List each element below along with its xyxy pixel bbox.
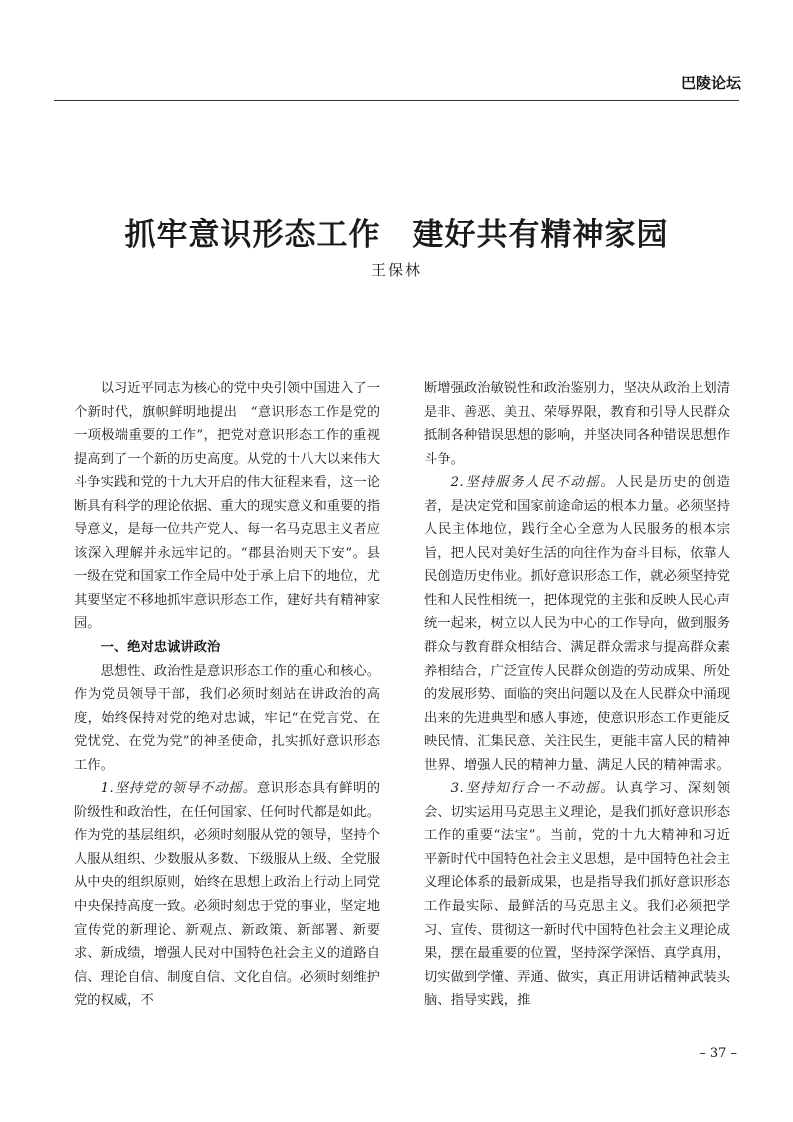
left-column <box>74 377 380 1013</box>
right-column <box>424 377 730 1013</box>
page-number: – 37 – <box>699 1046 737 1061</box>
section-intro-paragraph: 思想性、政治性是意识形态工作的重心和核心。作为党员领导干部，我们必须时刻站在讲政治的高度，始终保持对党的绝对忠诚，牢记“在党言党、在党忧党、在党为党”的神圣使命，扎实抓好意识形态工作。 <box>74 663 380 773</box>
intro-paragraph: 以习近平同志为核心的党中央引领中国进入了一个新时代，旗帜鲜明地提出 “意识形态工作是党的一项极端重要的工作”，把党对意识形态工作的重视提高到了一个新的历史高度。从党的十八大以来伟大斗争实践和党的十九大开启的伟大征程来看，这一论断具有科学的理论依据、重大的现实意义和重要的指导意义，是每一位共产党人、每一名马克思主义者应该深入理解并永远牢记的。“郡县治则天下安”。县一级在党和国家工作全局中处于承上启下的地位，尤其要坚定不移地抓牢意识形态工作，建好共有精神家园。 <box>74 381 380 632</box>
article-title: 抓牢意识形态工作 建好共有精神家园 <box>124 216 669 253</box>
point3-paragraph <box>424 777 730 1012</box>
point3-text: 认真学习、深刻领会、切实运用马克思主义理论，是我们抓好意识形态工作的重要“法宝”。当前，党的十九大精神和习近平新时代中国特色社会主义思想，是中国特色社会主义理论体系的最新成果，也是指导我们抓好意识形态工作最实际、最鲜活的马克思主义。我们必须把学习、宣传、贯彻这一新时代中国特色社会主义理论成果，摆在最重要的位置，坚持深学深悟、真学真用，切实做到学懂、弄通、做实，真正用讲话精神武装头脑、指导实践，推 <box>424 781 730 1009</box>
point1-paragraph <box>74 777 380 1012</box>
point3-lead: 3.坚持知行合一不动摇。 <box>450 781 616 797</box>
point2-lead: 2.坚持服务人民不动摇。 <box>450 475 616 491</box>
point1-text: 意识形态具有鲜明的阶级性和政治性，在任何国家、任何时代都是如此。作为党的基层组织，必须时刻服从党的领导，坚持个人服从组织、少数服从多数、下级服从上级、全党服从中央的组织原则，始终在思想上政治上行动上同党中央保持高度一致。必须时刻忠于党的事业，坚定地宣传党的新理论、新观点、新政策、新部署、新要求、新成绩，增强人民对中国特色社会主义的道路自信、理论自信、制度自信、文化自信。必须时刻维护党的权威，不 <box>74 781 381 1009</box>
journal-name: 巴陵论坛 <box>680 74 741 92</box>
point2-paragraph <box>424 471 730 777</box>
section-heading: 一、绝对忠诚讲政治 <box>100 640 221 656</box>
header-divider <box>54 100 739 101</box>
point1-lead: 1.坚持党的领导不动摇。 <box>100 781 257 797</box>
article-author: 王保林 <box>370 261 422 279</box>
point2-text: 人民是历史的创造者，是决定党和国家前途命运的根本力量。必须坚持人民主体地位，践行全心全意为人民服务的根本宗旨，把人民对美好生活的向往作为奋斗目标，依靠人民创造历史伟业。抓好意识形态工作，就必须坚持党性和人民性相统一，把体现党的主张和反映人民心声统一起来，树立以人民为中心的工作导向，做到服务群众与教育群众相结合、满足群众需求与提高群众素养相结合，广泛宣传人民群众创造的劳动成果、所处的发展形势、面临的突出问题以及在人民群众中涌现出来的先进典型和感人事迹，使意识形态工作更能反映民情、汇集民意、关注民生，更能丰富人民的精神世界、增强人民的精神力量、满足人民的精神需求。 <box>424 475 730 773</box>
continuation-paragraph: 断增强政治敏锐性和政治鉴别力，坚决从政治上划清是非、善恶、美丑、荣辱界限，教育和引导人民群众抵制各种错误思想的影响，并坚决同各种错误思想作斗争。 <box>424 381 730 467</box>
